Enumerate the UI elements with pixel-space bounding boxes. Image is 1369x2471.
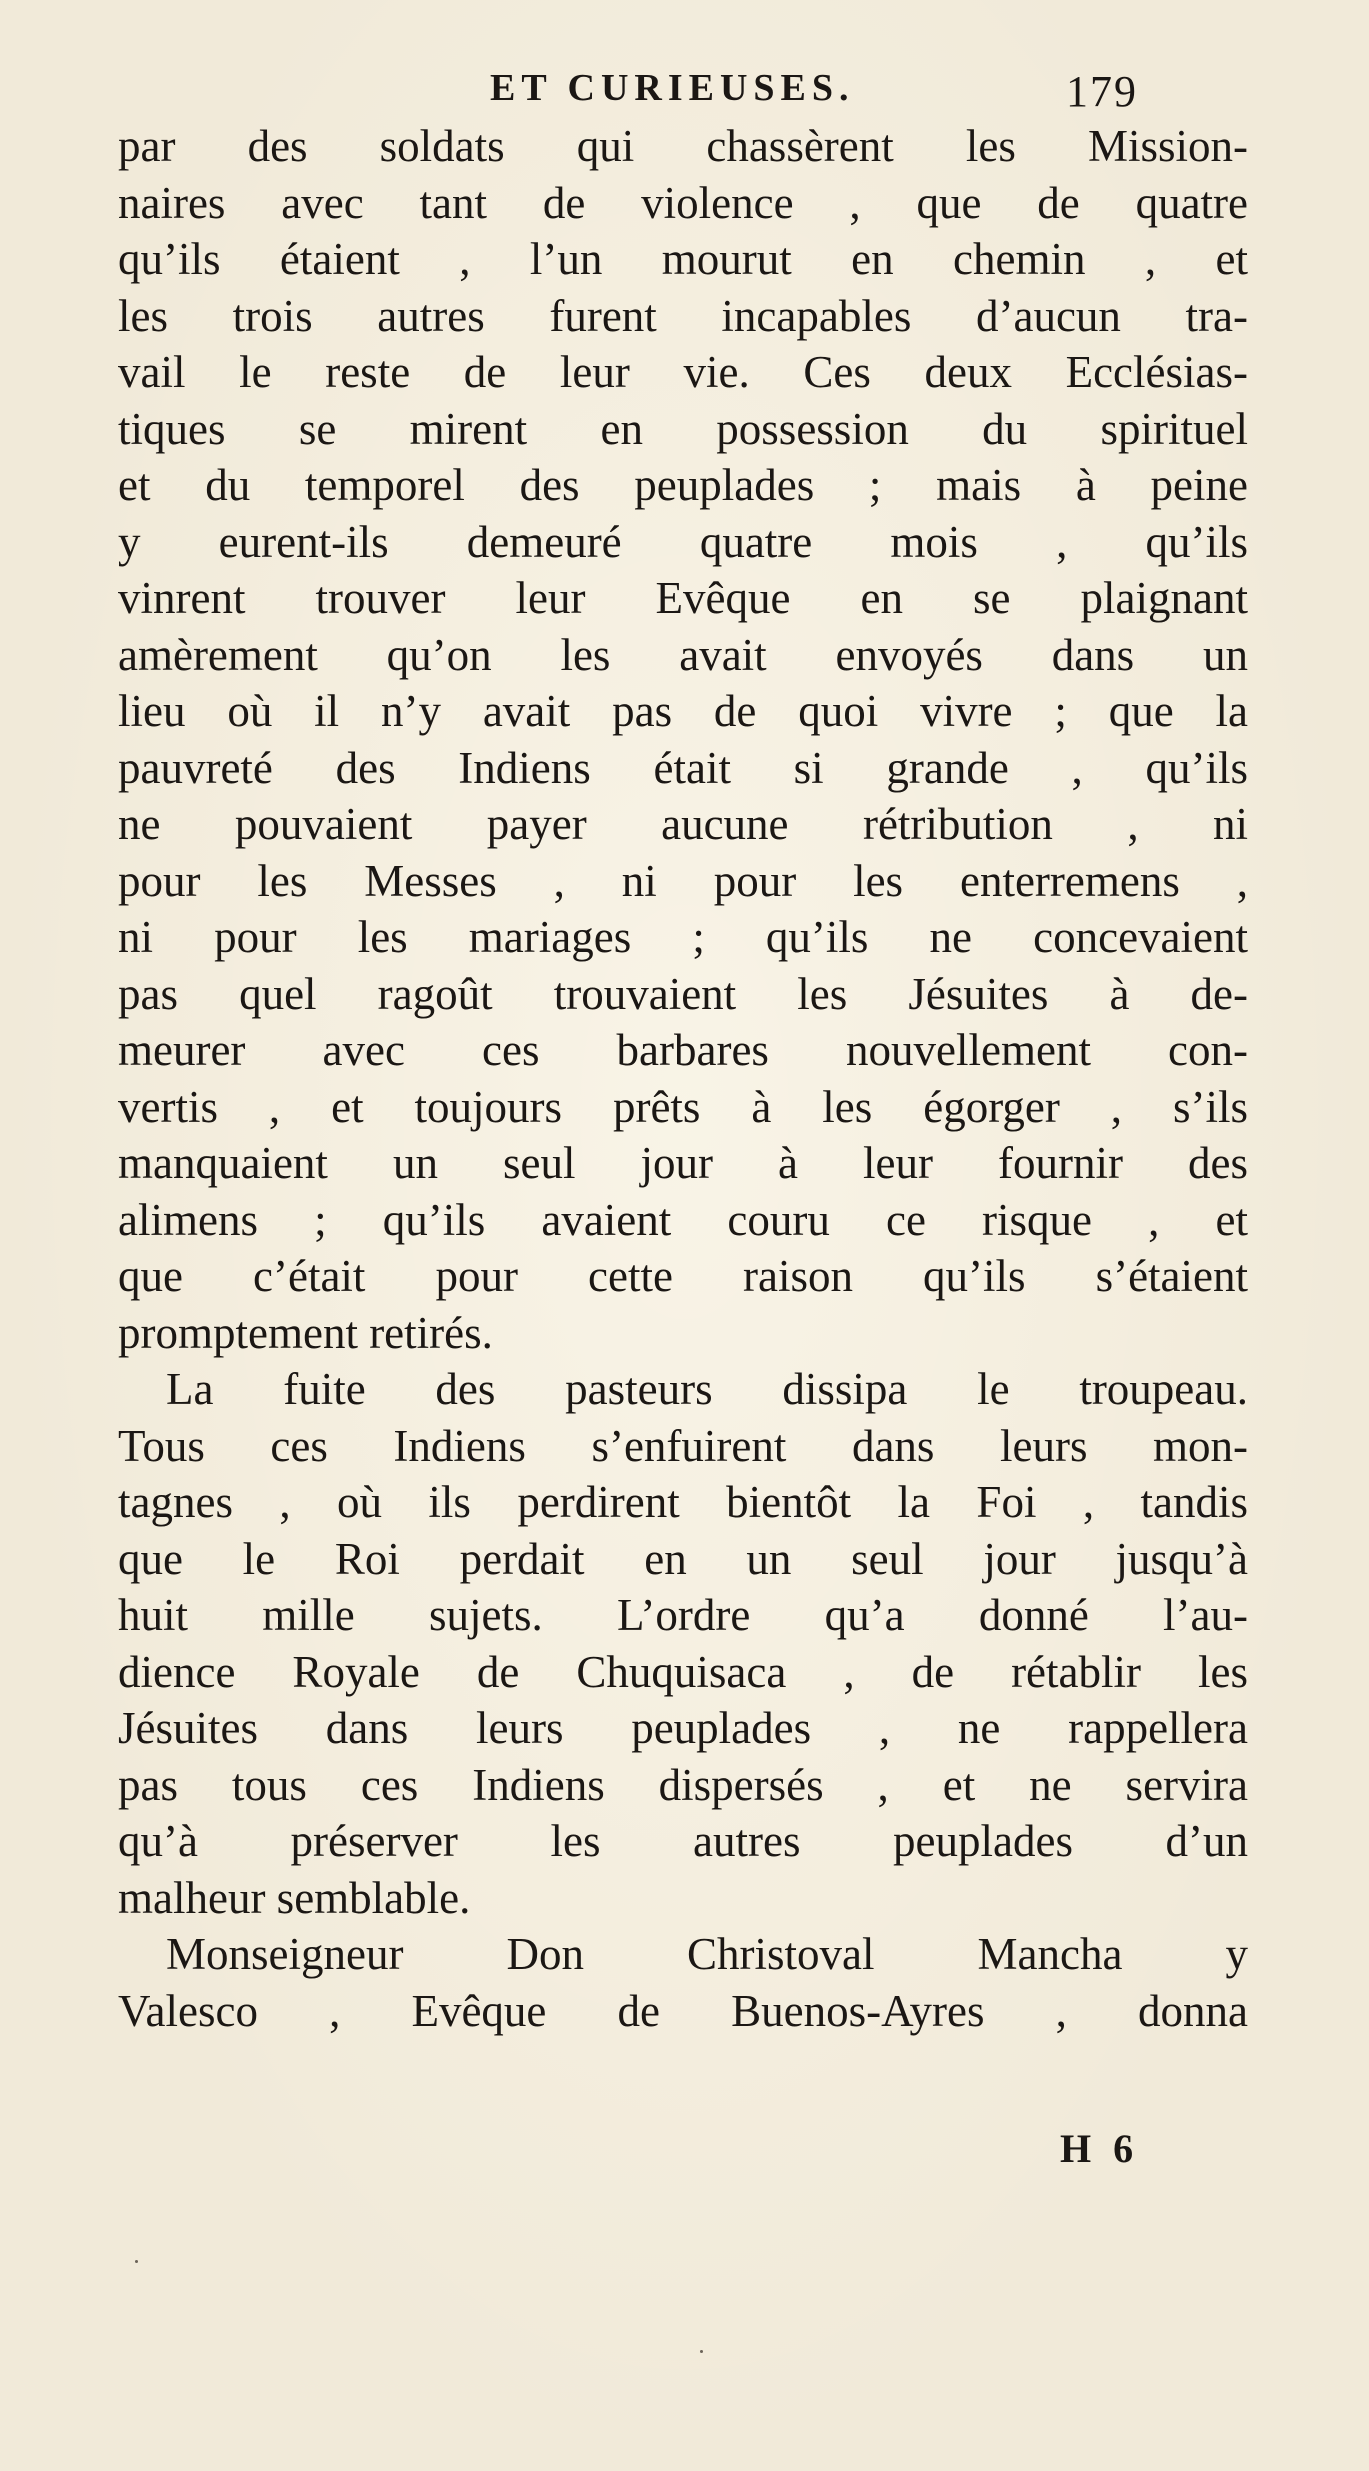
text-line: par des soldats qui chassèrent les Mission- — [118, 121, 1248, 171]
text-line: Valesco , Evêque de Buenos-Ayres , donna — [118, 1985, 1248, 2036]
text-line: tagnes , où ils perdirent bientôt la Foi , tandis — [118, 1477, 1248, 1527]
paper-speck — [700, 2350, 703, 2353]
text-line: tiques se mirent en possession du spirituel — [118, 403, 1248, 454]
text-line: manquaient un seul jour à leur fournir des — [118, 1138, 1248, 1188]
text-line: pour les Messes , ni pour les enterremens , — [118, 855, 1248, 906]
text-line: et du temporel des peuplades ; mais à peine — [118, 460, 1248, 510]
text-line: y eurent-ils demeuré quatre mois , qu’ils — [118, 516, 1248, 567]
running-head: ET CURIEUSES. — [490, 67, 855, 109]
text-line: les trois autres furent incapables d’aucun tra- — [118, 290, 1248, 341]
text-line: qu’ils étaient , l’un mourut en chemin , et — [118, 234, 1248, 284]
text-line: lieu où il n’y avait pas de quoi vivre ; que la — [118, 686, 1248, 736]
text-line: vail le reste de leur vie. Ces deux Ecclésias- — [118, 347, 1248, 397]
body-text — [118, 118, 1248, 2039]
text-line: vertis , et toujours prêts à les égorger , s’ils — [118, 1081, 1248, 1132]
text-line: pas quel ragoût trouvaient les Jésuites à de- — [118, 968, 1248, 1019]
text-line: que c’était pour cette raison qu’ils s’étaient — [118, 1251, 1248, 1301]
text-line: que le Roi perdait en un seul jour jusqu’à — [118, 1533, 1248, 1584]
text-line: vinrent trouver leur Evêque en se plaignant — [118, 573, 1248, 623]
page-header — [0, 66, 1369, 126]
signature-mark: H 6 — [1060, 2126, 1140, 2171]
text-line: pas tous ces Indiens dispersés , et ne servira — [118, 1759, 1248, 1810]
paragraph-end-line: malheur semblable. — [118, 1872, 471, 1923]
text-line: meurer avec ces barbares nouvellement con- — [118, 1025, 1248, 1075]
text-line: ni pour les mariages ; qu’ils ne concevaient — [118, 912, 1248, 962]
text-line: amèrement qu’on les avait envoyés dans un — [118, 629, 1248, 680]
text-line: pauvreté des Indiens était si grande , qu’ils — [118, 742, 1248, 793]
text-line: dience Royale de Chuquisaca , de rétablir les — [118, 1646, 1248, 1697]
text-line: naires avec tant de violence , que de quatre — [118, 177, 1248, 228]
text-line: ne pouvaient payer aucune rétribution , ni — [118, 799, 1248, 849]
paper-speck — [135, 2260, 138, 2263]
text-line: Jésuites dans leurs peuplades , ne rappellera — [118, 1703, 1248, 1753]
paragraph-start-line: La fuite des pasteurs dissipa le troupeau. — [166, 1364, 1248, 1414]
text-line: huit mille sujets. L’ordre qu’a donné l’au- — [118, 1590, 1248, 1640]
text-line: alimens ; qu’ils avaient couru ce risque , et — [118, 1194, 1248, 1245]
text-line: Tous ces Indiens s’enfuirent dans leurs mon- — [118, 1420, 1248, 1471]
paragraph-end-line: promptement retirés. — [118, 1307, 493, 1358]
paragraph-start-line: Monseigneur Don Christoval Mancha y — [166, 1929, 1248, 1979]
text-line: qu’à préserver les autres peuplades d’un — [118, 1816, 1248, 1866]
page-number: 179 — [1066, 67, 1138, 116]
